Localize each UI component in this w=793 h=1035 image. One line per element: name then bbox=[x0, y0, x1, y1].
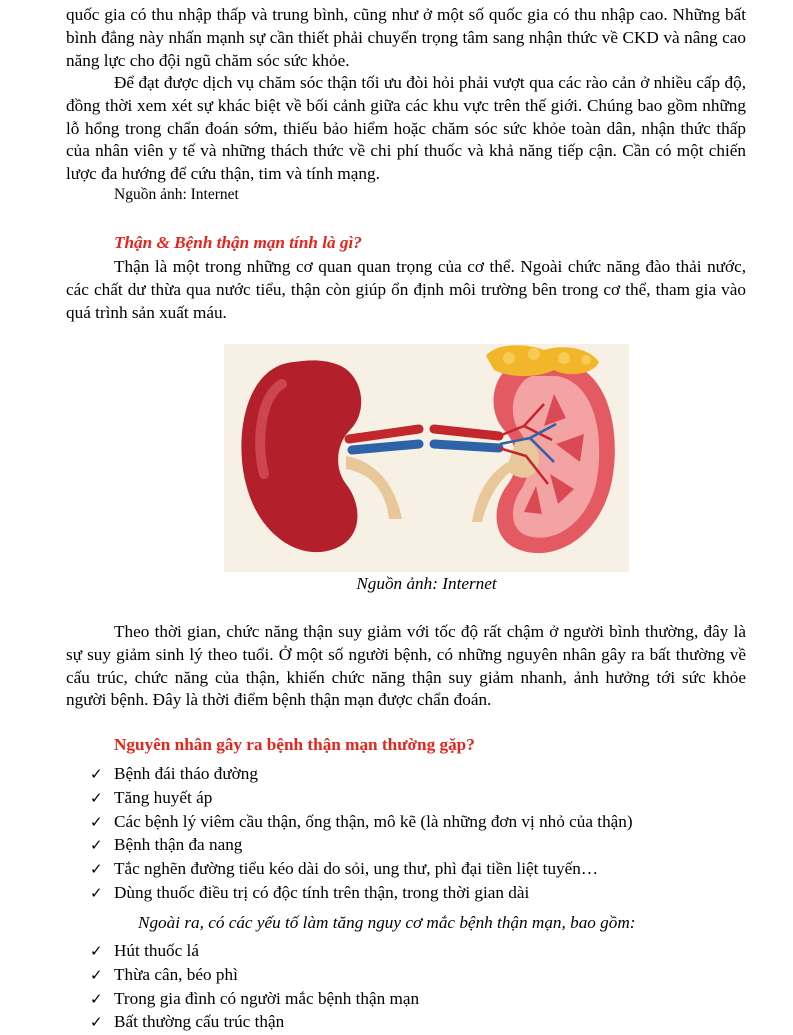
list-item: ✓ Thừa cân, béo phì bbox=[90, 963, 419, 987]
ckd-paragraph: Theo thời gian, chức năng thận suy giảm với tốc độ rất chậm ở người bình thường, đây là sự suy giảm sinh lý theo tuổi. Ở một số người bệnh, có những nguyên nhân gây ra bất thường về cấu trúc, chức năng của thận, khiến chức năng thận suy giảm nhanh, ảnh hưởng tới sức khỏe người bệnh. Đây là thời điểm bệnh thận mạn được chẩn đoán. bbox=[66, 622, 746, 710]
list-item: ✓ Bệnh thận đa nang bbox=[90, 833, 633, 857]
check-icon: ✓ bbox=[90, 765, 103, 783]
section-heading-causes: Nguyên nhân gây ra bệnh thận mạn thường gặp? bbox=[114, 735, 475, 754]
kidney-illustration bbox=[224, 344, 629, 572]
list-item: ✓ Hút thuốc lá bbox=[90, 939, 419, 963]
check-icon: ✓ bbox=[90, 1013, 103, 1032]
risk-intro: Ngoài ra, có các yếu tố làm tăng nguy cơ mắc bệnh thận mạn, bao gồm: bbox=[138, 913, 636, 932]
list-item: ✓ Bất thường cấu trúc thận bbox=[90, 1010, 419, 1034]
check-icon: ✓ bbox=[90, 965, 103, 984]
check-icon: ✓ bbox=[90, 860, 103, 879]
list-item: ✓ Tăng huyết áp bbox=[90, 786, 633, 810]
check-icon: ✓ bbox=[90, 812, 103, 831]
kidney-paragraph: Thận là một trong những cơ quan quan trọng của cơ thể. Ngoài chức năng đào thải nước, các chất dư thừa qua nước tiểu, thận còn giúp ổn định môi trường bên trong cơ thể, tham gia vào quá trình sản xuất máu. bbox=[66, 257, 746, 322]
intro-paragraph-2: Để đạt được dịch vụ chăm sóc thận tối ưu đòi hỏi phải vượt qua các rào cản ở nhiều cấp độ, đồng thời xem xét sự khác biệt về bối cảnh giữa các khu vực trên thế giới. Chúng bao gồm những lỗ hổng trong chẩn đoán sớm, thiếu bảo hiểm hoặc chăm sóc sức khỏe toàn dân, nhận thức thấp của nhân viên y tế và những thách thức về chi phí thuốc và khả năng tiếp cận. Cần có một chiến lược đa hướng để cứu thận, tim và tính mạng. bbox=[66, 73, 746, 184]
intro-paragraph-1: quốc gia có thu nhập thấp và trung bình, cũng như ở một số quốc gia có thu nhập cao. Những bất bình đẳng này nhấn mạnh sự cần thiết phải chuyển trọng tâm sang nhận thức về CKD và nâng cao năng lực cho đội ngũ chăm sóc sức khỏe. bbox=[66, 5, 746, 70]
check-icon: ✓ bbox=[90, 942, 103, 960]
check-icon: ✓ bbox=[90, 836, 103, 855]
list-item: ✓ Các bệnh lý viêm cầu thận, ống thận, mô kẽ (là những đơn vị nhỏ của thận) bbox=[90, 810, 633, 834]
list-item: ✓ Dùng thuốc điều trị có độc tính trên thận, trong thời gian dài bbox=[90, 881, 633, 905]
check-icon: ✓ bbox=[90, 788, 103, 807]
source-note: Nguồn ảnh: Internet bbox=[114, 186, 239, 203]
risks-list bbox=[90, 939, 419, 1034]
list-item: ✓ Tắc nghẽn đường tiểu kéo dài do sỏi, ung thư, phì đại tiền liệt tuyến… bbox=[90, 857, 633, 881]
list-item: ✓ Bệnh đái tháo đường bbox=[90, 762, 633, 786]
figure-caption: Nguồn ảnh: Internet bbox=[356, 574, 497, 593]
check-icon: ✓ bbox=[90, 989, 103, 1008]
check-icon: ✓ bbox=[90, 883, 103, 902]
section-heading-kidney: Thận & Bệnh thận mạn tính là gì? bbox=[114, 233, 362, 252]
list-item: ✓ Trong gia đình có người mắc bệnh thận mạn bbox=[90, 987, 419, 1011]
causes-list bbox=[90, 762, 633, 905]
